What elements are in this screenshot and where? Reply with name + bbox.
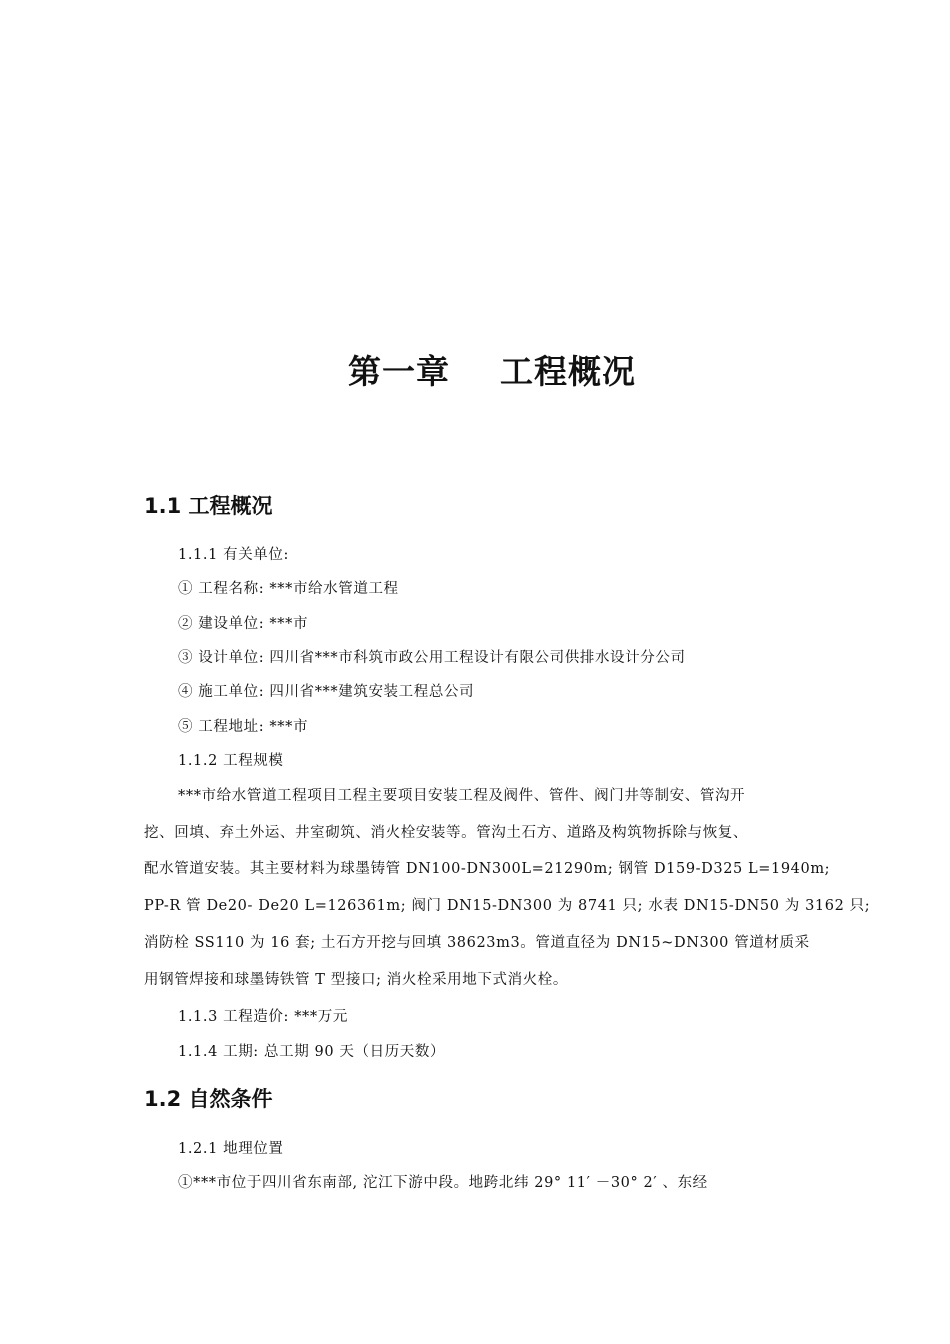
project-name-line: ① 工程名称: ***市给水管道工程	[178, 581, 399, 597]
subsection-cost: 1.1.3 工程造价: ***万元	[178, 1009, 348, 1025]
scale-paragraph-line: PP-R 管 De20- De20 L=126361m; 阀门 DN15-DN300 为 8741 只; 水表 DN15-DN50 为 3162 只;	[144, 898, 871, 914]
subsection-location: 1.2.1 地理位置	[178, 1141, 284, 1157]
section-heading-1-2: 1.2 自然条件	[144, 1087, 273, 1111]
scale-paragraph-line: ***市给水管道工程项目工程主要项目安装工程及阀件、管件、阀门井等制安、管沟开	[178, 788, 746, 804]
subsection-scale: 1.1.2 工程规模	[178, 753, 284, 769]
subsection-related-units: 1.1.1 有关单位:	[178, 547, 289, 563]
contractor-line: ④ 施工单位: 四川省***建筑安装工程总公司	[178, 684, 475, 700]
address-line: ⑤ 工程地址: ***市	[178, 719, 309, 735]
owner-line: ② 建设单位: ***市	[178, 616, 309, 632]
section-heading-1-1: 1.1 工程概况	[144, 494, 273, 518]
location-line: ①***市位于四川省东南部, 沱江下游中段。地跨北纬 29° 11′ －30° 2′ 、东经	[178, 1175, 708, 1191]
scale-paragraph-line: 挖、回填、弃土外运、井室砌筑、消火栓安装等。管沟土石方、道路及构筑物拆除与恢复、	[144, 825, 748, 841]
designer-line: ③ 设计单位: 四川省***市科筑市政公用工程设计有限公司供排水设计分公司	[178, 650, 686, 666]
scale-paragraph-line: 消防栓 SS110 为 16 套; 土石方开挖与回填 38623m3。管道直径为 DN15~DN300 管道材质采	[144, 935, 810, 951]
scale-paragraph-line: 配水管道安装。其主要材料为球墨铸管 DN100-DN300L=21290m; 钢管 D159-D325 L=1940m;	[144, 861, 831, 877]
chapter-title: 第一章 工程概况	[348, 352, 636, 391]
subsection-duration: 1.1.4 工期: 总工期 90 天（日历天数）	[178, 1044, 446, 1060]
scale-paragraph-line: 用钢管焊接和球墨铸铁管 T 型接口; 消火栓采用地下式消火栓。	[144, 972, 568, 988]
